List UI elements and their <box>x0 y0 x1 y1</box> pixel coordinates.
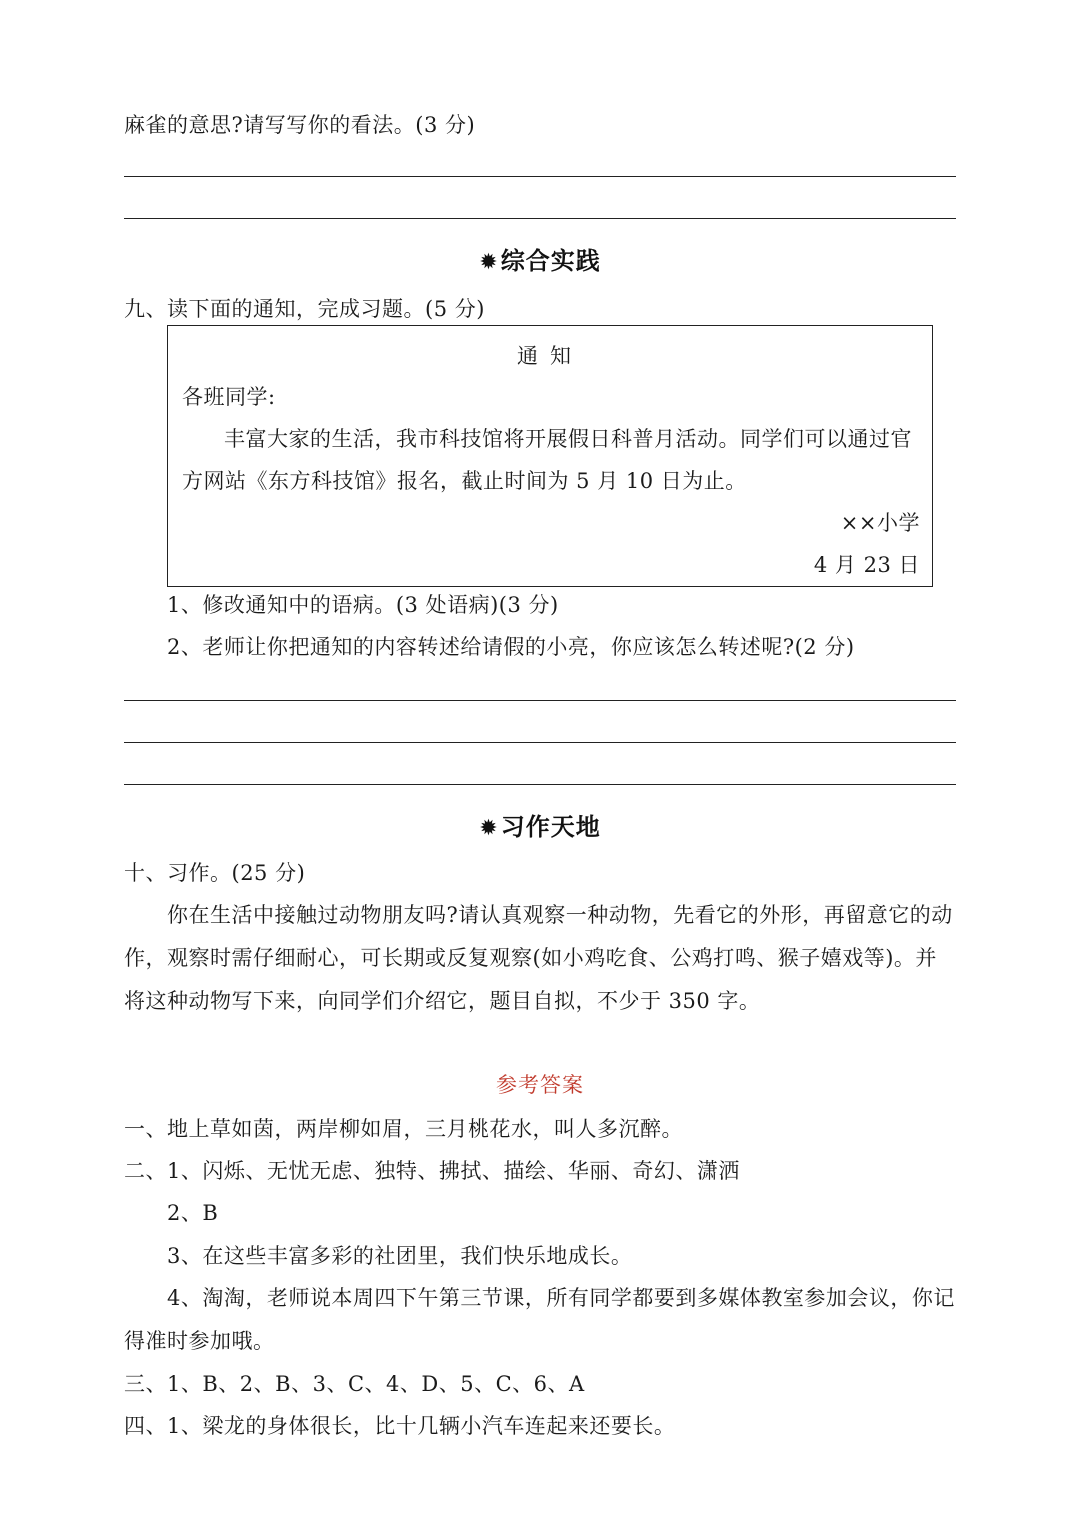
answer-4: 四、1、梁龙的身体很长，比十几辆小汽车连起来还要长。 <box>124 1414 676 1438</box>
answer-2-1: 二、1、闪烁、无忧无虑、独特、拂拭、描绘、华丽、奇幻、潇洒 <box>124 1159 740 1183</box>
section-title-text: 综合实践 <box>500 247 601 275</box>
answer-line <box>124 218 956 219</box>
answer-line <box>124 784 956 785</box>
notice-greeting: 各班同学: <box>182 385 276 409</box>
star-icon: ✹ <box>479 816 499 841</box>
question-9-heading: 九、读下面的通知，完成习题。(5 分) <box>124 297 485 321</box>
answer-2-3: 3、在这些丰富多彩的社团里，我们快乐地成长。 <box>167 1244 633 1268</box>
question-9-sub-1: 1、修改通知中的语病。(3 处语病)(3 分) <box>167 593 559 617</box>
answer-line <box>124 700 956 701</box>
question-8-tail: 麻雀的意思?请写写你的看法。(3 分) <box>124 113 476 137</box>
star-icon: ✹ <box>479 250 499 275</box>
question-10-text: 你在生活中接触过动物朋友吗?请认真观察一种动物，先看它的外形，再留意它的动 <box>167 903 953 927</box>
notice-body-line: 丰富大家的生活，我市科技馆将开展假日科普月活动。同学们可以通过官 <box>224 427 912 451</box>
notice-title: 通知 <box>517 344 583 368</box>
answer-key-title: 参考答案 <box>496 1073 584 1097</box>
notice-signer: ××小学 <box>840 511 920 535</box>
answer-2-2: 2、B <box>167 1201 219 1225</box>
answer-1: 一、地上草如茵，两岸柳如眉，三月桃花水，叫人多沉醉。 <box>124 1117 683 1141</box>
answer-line <box>124 742 956 743</box>
answer-line <box>124 176 956 177</box>
question-10-heading: 十、习作。(25 分) <box>124 861 306 885</box>
notice-box <box>167 325 933 587</box>
section-title-text: 习作天地 <box>500 813 601 841</box>
question-9-sub-2: 2、老师让你把通知的内容转述给请假的小亮，你应该怎么转述呢?(2 分) <box>167 635 855 659</box>
answer-2-4: 4、淘淘，老师说本周四下午第三节课，所有同学都要到多媒体教室参加会议，你记 <box>167 1286 955 1310</box>
notice-date: 4 月 23 日 <box>813 553 920 577</box>
section-title-writing <box>0 810 1080 846</box>
answer-2-4-cont: 得准时参加哦。 <box>124 1329 275 1353</box>
answer-3: 三、1、B、2、B、3、C、4、D、5、C、6、A <box>124 1372 585 1396</box>
section-title-practice <box>0 244 1080 280</box>
notice-body-line: 方网站《东方科技馆》报名，截止时间为 5 月 10 日为止。 <box>182 469 747 493</box>
question-10-text: 将这种动物写下来，向同学们介绍它，题目自拟，不少于 350 字。 <box>124 989 761 1013</box>
question-10-text: 作，观察时需仔细耐心，可长期或反复观察(如小鸡吃食、公鸡打鸣、猴子嬉戏等)。并 <box>124 946 937 970</box>
